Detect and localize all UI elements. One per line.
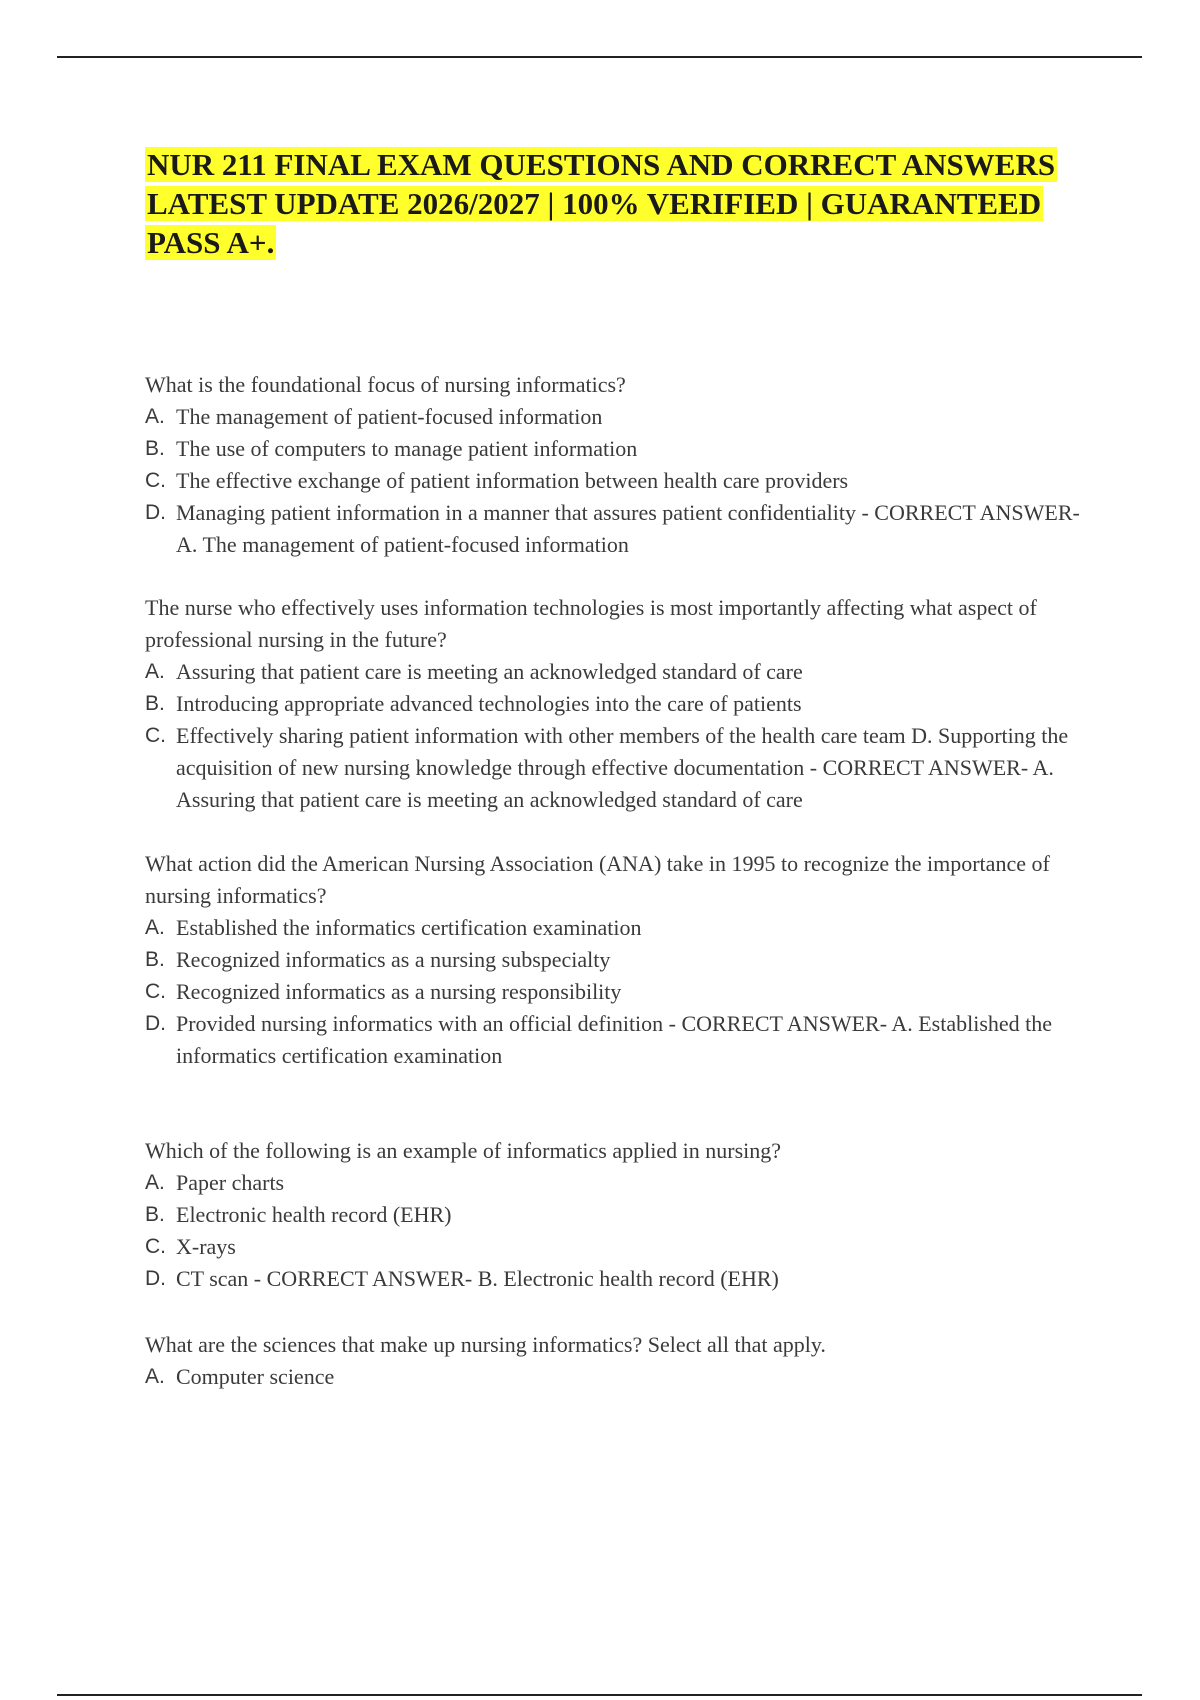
title-highlight: NUR 211 FINAL EXAM QUESTIONS AND CORRECT ANSWERS LATEST UPDATE 2026/2027 | 100% VERIFIED | GUARANTEED PASS A+.	[147, 147, 1056, 260]
option-letter: A.	[145, 405, 165, 428]
question-2	[145, 592, 1085, 816]
option-a	[145, 656, 1085, 688]
option-b	[145, 433, 1085, 465]
option-text: Provided nursing informatics with an official definition - CORRECT ANSWER- A. Established the informatics certification examination	[176, 1011, 1053, 1068]
option-a	[145, 1361, 1085, 1393]
answer-options	[145, 656, 1085, 816]
option-letter: A.	[145, 660, 165, 683]
option-letter: C.	[145, 980, 166, 1003]
option-letter: C.	[145, 1235, 166, 1258]
question-text: The nurse who effectively uses information technologies is most importantly affecting what aspect of professional nursing in the future?	[145, 595, 1037, 652]
bottom-rule	[57, 1694, 1142, 1696]
option-letter: B.	[145, 1203, 165, 1226]
option-text: Managing patient information in a manner that assures patient confidentiality - CORRECT ANSWER- A. The management of patient-focused information	[176, 500, 1080, 557]
option-text: The effective exchange of patient information between health care providers	[176, 468, 849, 493]
document-title	[145, 145, 1075, 262]
option-c	[145, 720, 1085, 816]
answer-options	[145, 1361, 1085, 1393]
option-letter: D.	[145, 501, 166, 524]
question-list	[145, 369, 1085, 1393]
option-letter: B.	[145, 948, 165, 971]
option-letter: A.	[145, 1171, 165, 1194]
question-3	[145, 848, 1085, 1072]
option-letter: B.	[145, 692, 165, 715]
question-5	[145, 1329, 1085, 1393]
option-text: Paper charts	[176, 1170, 285, 1195]
option-letter: C.	[145, 469, 166, 492]
question-4	[145, 1135, 1085, 1295]
option-text: Assuring that patient care is meeting an acknowledged standard of care	[176, 659, 803, 684]
option-c	[145, 465, 1085, 497]
answer-options	[145, 912, 1085, 1072]
option-letter: B.	[145, 437, 165, 460]
answer-options	[145, 401, 1085, 561]
option-letter: D.	[145, 1012, 166, 1035]
option-text: The use of computers to manage patient information	[176, 436, 638, 461]
answer-options	[145, 1167, 1085, 1295]
question-text: What are the sciences that make up nursing informatics? Select all that apply.	[145, 1332, 826, 1357]
top-rule	[57, 56, 1142, 58]
option-a	[145, 401, 1085, 433]
option-d	[145, 1263, 1085, 1295]
question-text: What action did the American Nursing Association (ANA) take in 1995 to recognize the importance of nursing informatics?	[145, 851, 1050, 908]
option-letter: D.	[145, 1267, 166, 1290]
option-d	[145, 1008, 1085, 1072]
option-text: CT scan - CORRECT ANSWER- B. Electronic health record (EHR)	[176, 1266, 779, 1291]
question-text: What is the foundational focus of nursing informatics?	[145, 372, 626, 397]
option-text: Recognized informatics as a nursing subspecialty	[176, 947, 611, 972]
option-d	[145, 497, 1085, 561]
option-b	[145, 1199, 1085, 1231]
option-text: Computer science	[176, 1364, 335, 1389]
option-a	[145, 912, 1085, 944]
option-text: Effectively sharing patient information with other members of the health care team D. Supporting the acquisition of new nursing knowledge through effective documentation - CORRECT ANSWER- A. Assuring that patient care is meeting an acknowledged standard of care	[176, 723, 1069, 812]
option-c	[145, 1231, 1085, 1263]
option-b	[145, 944, 1085, 976]
option-text: Established the informatics certification examination	[176, 915, 642, 940]
option-a	[145, 1167, 1085, 1199]
option-letter: A.	[145, 1365, 165, 1388]
question-text: Which of the following is an example of informatics applied in nursing?	[145, 1138, 782, 1163]
option-text: Recognized informatics as a nursing responsibility	[176, 979, 622, 1004]
option-text: The management of patient-focused information	[176, 404, 603, 429]
option-text: Introducing appropriate advanced technologies into the care of patients	[176, 691, 802, 716]
option-text: Electronic health record (EHR)	[176, 1202, 452, 1227]
question-1	[145, 369, 1085, 561]
option-c	[145, 976, 1085, 1008]
option-text: X-rays	[176, 1234, 236, 1259]
option-b	[145, 688, 1085, 720]
option-letter: C.	[145, 724, 166, 747]
option-letter: A.	[145, 916, 165, 939]
